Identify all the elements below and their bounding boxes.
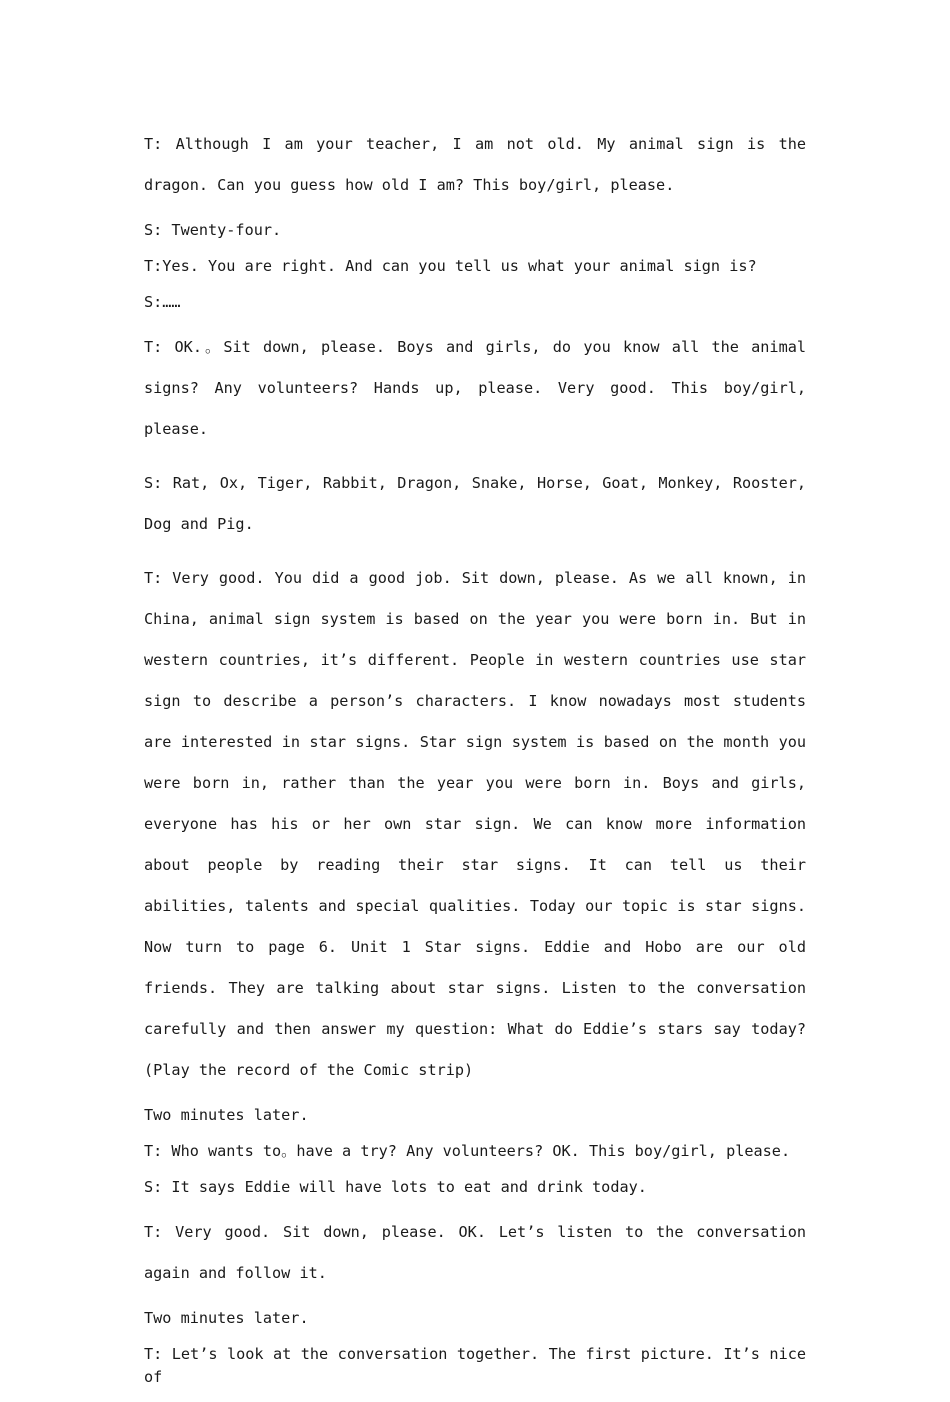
paragraph-two-minutes-later-2: Two minutes later. [144, 1309, 309, 1327]
paragraph-student-ellipsis: S:…… [144, 293, 181, 311]
document-body [144, 124, 806, 1402]
paragraph-teacher-listen-again: T: Very good. Sit down, please. OK. Let’s listen to the conversation again and follow it. [144, 1223, 806, 1282]
paragraph-student-answer-age: S: Twenty-four. [144, 221, 282, 239]
paragraph-teacher-volunteers: T: Who wants to。have a try? Any volunteers? OK. This boy/girl, please. [144, 1142, 791, 1160]
paragraph-student-eddie-answer: S: It says Eddie will have lots to eat and drink today. [144, 1178, 647, 1196]
paragraph-student-animal-list: S: Rat, Ox, Tiger, Rabbit, Dragon, Snake, Horse, Goat, Monkey, Rooster, Dog and Pig. [144, 474, 806, 533]
paragraph-teacher-ask-sign: T:Yes. You are right. And can you tell us what your animal sign is? [144, 257, 757, 275]
paragraph-teacher-star-signs: T: Very good. You did a good job. Sit down, please. As we all known, in China, animal sign system is based on the year you were born in. But in western countries, it’s different. People in western countries use star sign to describe a person’s characters. I know nowadays most students are interested in star signs. Star sign system is based on the month you were born in, rather than the year you were born in. Boys and girls, everyone has his or her own star sign. We can know more information about people by reading their star signs. It can tell us their abilities, talents and special qualities. Today our topic is star signs. Now turn to page 6. Unit 1 Star signs. Eddie and Hobo are our old friends. They are talking about star signs. Listen to the conversation carefully and then answer my question: What do Eddie’s stars say today? (Play the record of the Comic strip) [144, 569, 806, 1079]
paragraph-teacher-intro: T: Although I am your teacher, I am not old. My animal sign is the dragon. Can you guess how old I am? This boy/girl, please. [144, 135, 806, 194]
paragraph-teacher-first-picture: T: Let’s look at the conversation together. The first picture. It’s nice of [144, 1345, 806, 1386]
paragraph-two-minutes-later-1: Two minutes later. [144, 1106, 309, 1124]
paragraph-teacher-animal-signs: T: OK.。Sit down, please. Boys and girls, do you know all the animal signs? Any volunteers? Hands up, please. Very good. This boy/girl, please. [144, 338, 806, 438]
